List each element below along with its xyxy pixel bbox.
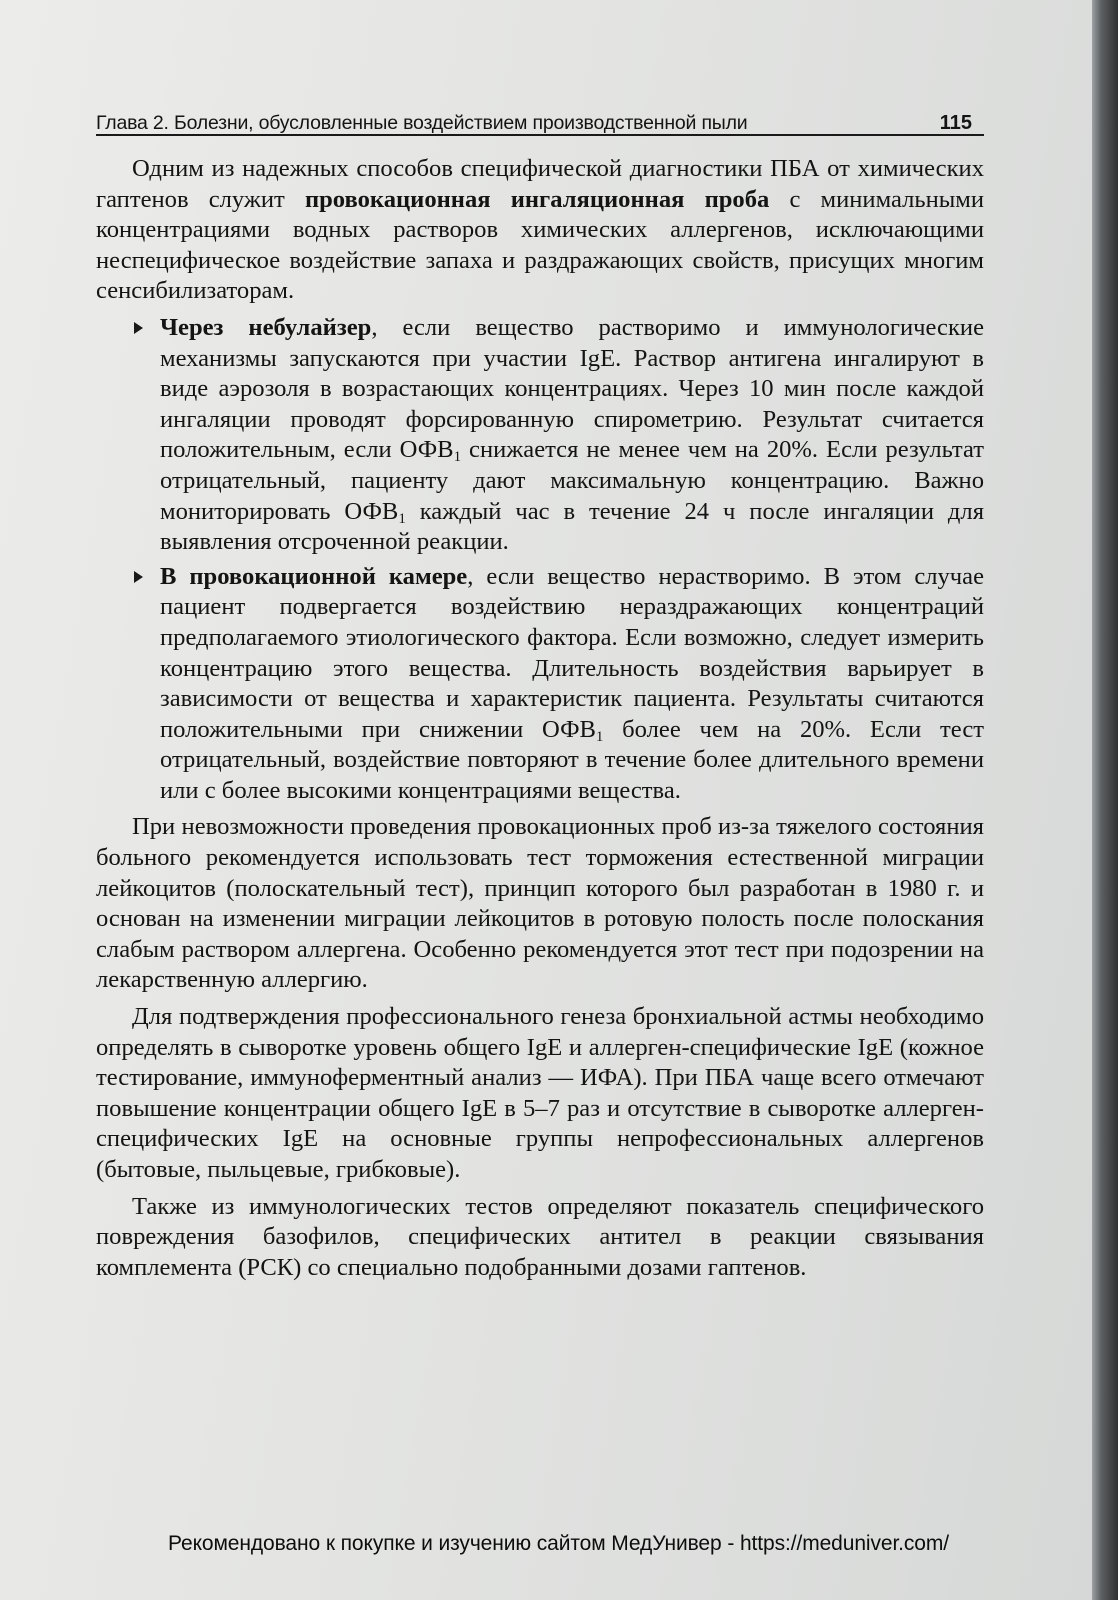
intro-bold-term: провокационная ингаляционная проба [304, 185, 770, 213]
bullet-arrow-icon [134, 322, 143, 334]
bullet-list [96, 313, 984, 807]
bullet-arrow-icon [134, 571, 143, 583]
scan-page-edge [1092, 0, 1118, 1600]
bullet-term: В провокационной камере [160, 562, 468, 590]
page-number: 115 [939, 112, 972, 134]
page-content [96, 100, 984, 1289]
intro-paragraph: Одним из надежных способов специфической диагностики ПБА от химических гаптенов служит провокационная ингаляционная проба с минимальными концентрациями водных растворов химических аллергенов, исключающими неспецифическое воздействие запаха и раздражающих свойств, присущих многим сенсибилизаторам. [96, 155, 985, 305]
running-header [96, 100, 984, 136]
bullet-item-chamber: В провокационной камере, если вещество нерастворимо. В этом случае пациент подвергается воздействию нераздражающих концентраций предполагаемого этиологического фактора. Если возможно, следует измерить концентрацию этого вещества. Длительность воздействия варьирует в зависимости от вещества и характеристик пациента. Результаты считаются положительными при снижении $ОФВ_1$ более чем на 20%. Если тест отрицательный, воздействие повторяют в течение более длительного времени или с более высокими концентрациями вещества. [160, 562, 984, 807]
bullet-term: Через небулайзер [160, 313, 372, 341]
bullet-item-nebulizer: Через небулайзер, если вещество растворимо и иммунологические механизмы запускаются при участии IgE. Раствор антигена ингалируют в виде аэрозоля в возрастающих концентрациях. Через 10 мин после каждой ингаляции проводят форсированную спирометрию. Результат считается положительным, если $ОФВ_1$ снижается не менее чем на 20%. Если результат отрицательный, пациенту дают максимальную концентрацию. Важно мониторировать $ОФВ_1$ каждый час в течение 24 ч после ингаляции для выявления отсроченной реакции. [160, 313, 984, 558]
footer-watermark-note: Рекомендовано к покупке и изучению сайтом МедУнивер - https://meduniver.com/ [168, 1532, 950, 1555]
running-title: Глава 2. Болезни, обусловленные воздействием производственной пыли [96, 112, 748, 134]
paragraph-ige-testing: Для подтверждения профессионального генеза бронхиальной астмы необходимо определять в сыворотке уровень общего IgE и аллерген-специфические IgE (кожное тестирование, иммуноферментный анализ — ИФА). При ПБА чаще всего отмечают повышение концентрации общего IgE в 5–7 раз и отсутствие в сыворотке аллерген-специфических IgE на основные группы непрофессиональных аллергенов (бытовые, пыльцевые, грибковые). [96, 1003, 984, 1183]
paragraph-immunological-tests: Также из иммунологических тестов определяют показатель специфического повреждения базофилов, специфических антител в реакции связывания комплемента (РСК) со специально подобранными дозами гаптенов. [96, 1192, 984, 1281]
paragraph-mucosal-test: При невозможности проведения провокационных проб из-за тяжелого состояния больного рекомендуется использовать тест торможения естественной миграции лейкоцитов (полоскательный тест), принцип которого был разработан в 1980 г. и основан на изменении миграции лейкоцитов в ротовую полость после полоскания слабым раствором аллергена. Особенно рекомендуется этот тест при подозрении на лекарственную аллергию. [96, 813, 984, 994]
